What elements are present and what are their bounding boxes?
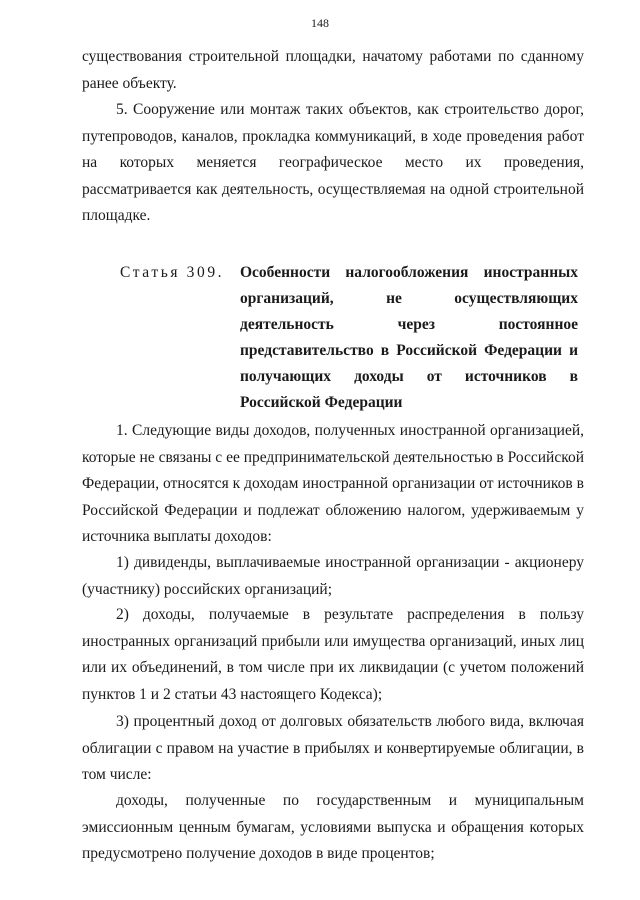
article-title: Особенности налогообложения иностранных организаций, не осуществляющих деятельность через постоянное представительство в Российской Федерации и получающих доходы от источников в Российской Федерации (240, 264, 578, 411)
article-label: Статья 309. (120, 264, 225, 281)
page-number: 148 (311, 16, 329, 30)
paragraph-item-5: 5. Сооружение или монтаж таких объектов, как строительство дорог, путепроводов, каналов, прокладка коммуникаций, в ходе проведения работ на которых меняется географическое место их проведения, рассматривается как деятельность, осуществляемая на одной строительной площадке. (82, 101, 584, 224)
sub-item-2: 2) доходы, получаемые в результате распределения в пользу иностранных организаций прибыли или имущества организаций, иных лиц или их объединений, в том числе при их ликвидации (с учетом положений пунктов 1 и 2 статьи 43 настоящего Кодекса); (82, 606, 584, 703)
article-paragraph-1: 1. Следующие виды доходов, полученных иностранной организацией, которые не связаны с ее предпринимательской деятельностью в Российской Федерации, относятся к доходам иностранной организации от источников в Российской Федерации и подлежат обложению налогом, удерживаемым у источника выплаты доходов: (82, 422, 584, 545)
continuation-paragraph: существования строительной площадки, начатому работами по сданному ранее объекту. (82, 48, 584, 92)
sub-item-3a: доходы, полученные по государственным и муниципальным эмиссионным ценным бумагам, условиями выпуска и обращения которых предусмотрено получение доходов в виде процентов; (82, 792, 584, 862)
sub-item-3: 3) процентный доход от долговых обязательств любого вида, включая облигации с правом на участие в прибылях и конвертируемые облигации, в том числе: (82, 713, 584, 783)
sub-item-1: 1) дивиденды, выплачиваемые иностранной организации - акционеру (участнику) российских организаций; (82, 554, 584, 598)
